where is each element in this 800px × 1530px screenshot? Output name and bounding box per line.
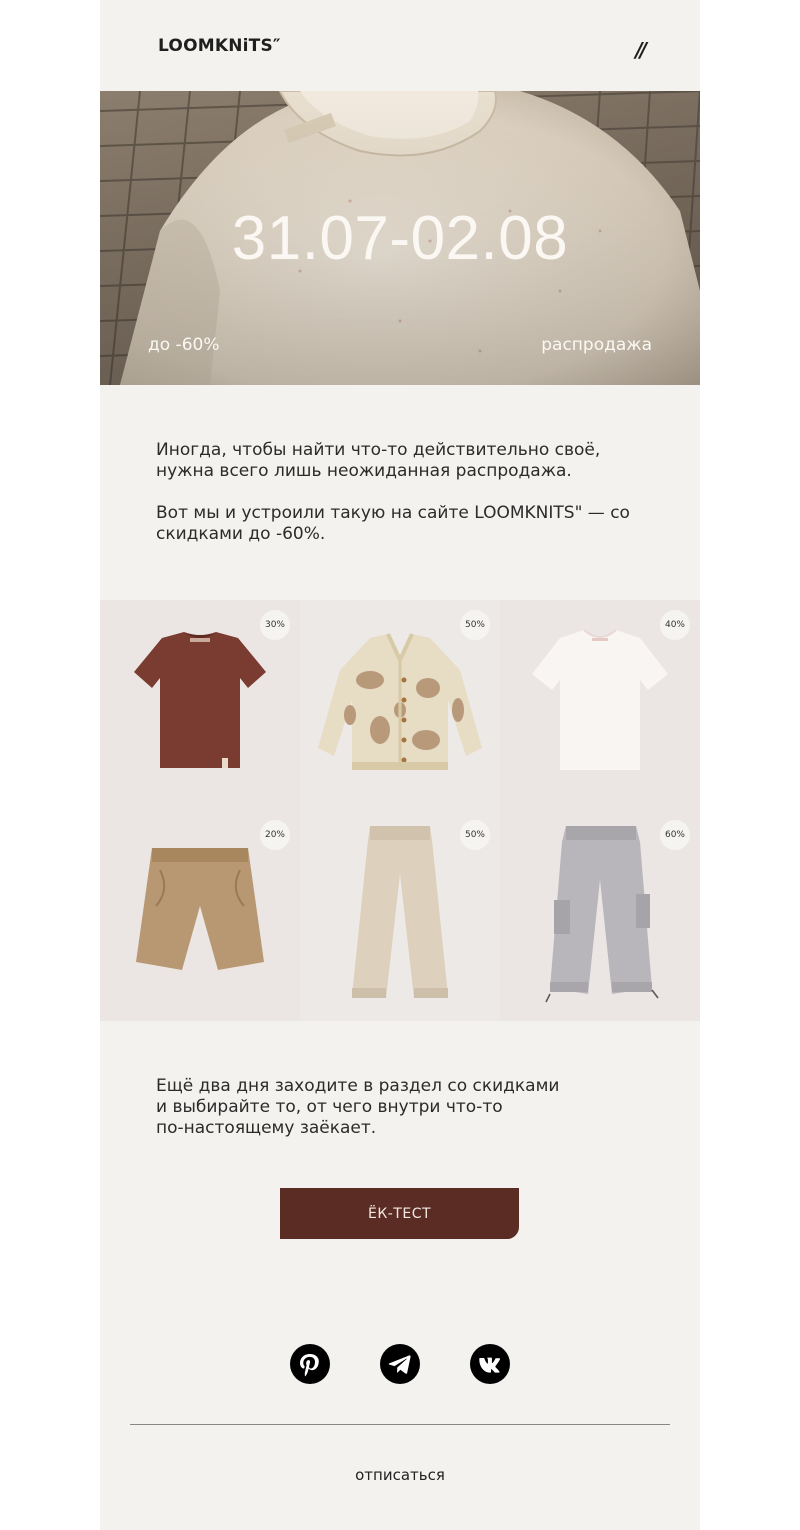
product-card[interactable] xyxy=(500,810,700,1021)
vk-icon[interactable] xyxy=(470,1344,510,1384)
logo[interactable]: LOOMKNiTS″ xyxy=(158,36,281,56)
unsubscribe-link[interactable]: отписаться xyxy=(355,1466,445,1484)
product-card[interactable] xyxy=(100,600,300,810)
pinterest-icon[interactable] xyxy=(290,1344,330,1384)
email-container xyxy=(100,0,700,1530)
intro-paragraph-2: Вот мы и устроили такую на сайте LOOMKNITS" — со скидками до -60%. xyxy=(156,503,630,544)
discount-badge: 40% xyxy=(660,610,690,640)
hero-banner[interactable] xyxy=(100,91,700,385)
discount-badge: 60% xyxy=(660,820,690,850)
outro-line-1: Ещё два дня заходите в раздел со скидками xyxy=(156,1076,560,1096)
discount-badge: 30% xyxy=(260,610,290,640)
outro-text xyxy=(156,1076,656,1139)
cta-button[interactable]: ЁК-ТЕСТ xyxy=(280,1188,519,1239)
product-card[interactable] xyxy=(300,810,500,1021)
intro-paragraph-1: Иногда, чтобы найти что-то действительно своё, нужна всего лишь неожиданная распродажа. xyxy=(156,440,601,481)
sale-label: распродажа xyxy=(541,335,652,355)
outro-line-3: по-настоящему заёкает. xyxy=(156,1118,377,1138)
intro-text xyxy=(156,440,656,566)
discount-badge: 50% xyxy=(460,610,490,640)
product-card[interactable] xyxy=(300,600,500,810)
discount-badge: 20% xyxy=(260,820,290,850)
product-grid xyxy=(100,600,700,1021)
logo-mark-icon: // xyxy=(635,38,644,62)
social-links xyxy=(290,1344,510,1384)
product-card[interactable] xyxy=(100,810,300,1021)
product-card[interactable] xyxy=(500,600,700,810)
outro-line-2: и выбирайте то, от чего внутри что-то xyxy=(156,1097,503,1117)
discount-label: до -60% xyxy=(148,335,220,355)
discount-badge: 50% xyxy=(460,820,490,850)
sale-date-range: 31.07-02.08 xyxy=(231,204,569,273)
telegram-icon[interactable] xyxy=(380,1344,420,1384)
footer-divider xyxy=(130,1424,670,1425)
header xyxy=(100,0,700,91)
